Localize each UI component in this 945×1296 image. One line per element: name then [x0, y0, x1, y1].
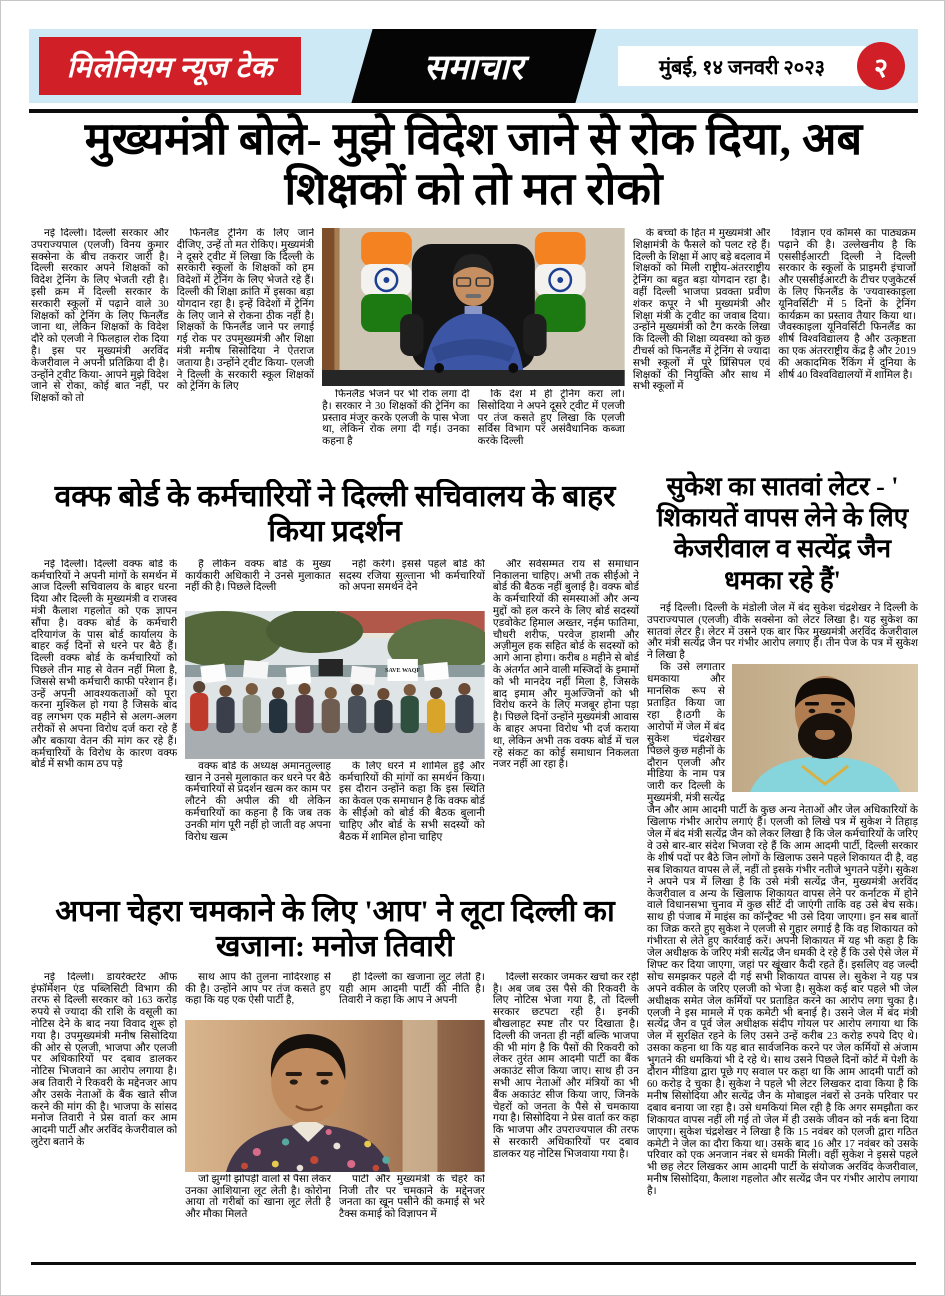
article1-col3-text: फिनलैंड भेजने पर भी रोक लगा दी है। सरकार ने 30 शिक्षकों की ट्रेनिंग का प्रस्ताव मंजूर करके एलजी के पास भेजा था, लेकिन रोक लगा दी गई। उनका कहना है: [322, 389, 470, 448]
article2-center-block: [185, 559, 485, 865]
article4-center-block: [185, 972, 485, 1248]
article1-col2-text: फिनलैंड ट्रेनिंग के लिए जाने दीजिए, उन्हें तो मत रोकिए। मुख्यमंत्री ने दूसरे ट्वीट में लिखा कि दिल्ली के सरकारी स्कूलों के शिक्षकों को हम विदेशों में ट्रेनिंग के लिए भेजते रहे हैं। दिल्ली की शिक्षा क्रांति में इसका बड़ा योगदान रहा है। इन्हें विदेशों में ट्रेनिंग के लिए जाने से रोकना ठीक नहीं है। शिक्षकों के फिनलैंड जाने पर लगाई गई रोक पर उपमुख्यमंत्री और शिक्षा मंत्री मनीष सिसोदिया ने ऐतराज जताया है। उन्होंने ट्वीट किया- एलजी ने दिल्ली के सरकारी स्कूल शिक्षकों को ट्रेनिंग के लिए: [176, 228, 315, 393]
article4-body: [31, 972, 639, 1248]
article4-column-2-bottom: [185, 1174, 331, 1248]
section-banner-label: समाचार: [424, 47, 524, 87]
article4-column-3-top: [339, 972, 485, 1018]
article2-column-2-bottom: [185, 761, 331, 865]
article4-under-photo: [185, 1174, 485, 1248]
article2-column-1: [31, 559, 177, 865]
masthead: [29, 29, 918, 103]
article4-col4-text: दिल्ली सरकार जमकर खर्चा कर रही है। अब जब उस पैसे की रिकवरी के लिए नोटिस भेजा गया है, तो दिल्ली सरकार छटपटा रही है। इनकी बौखलाहट स्पष्ट तौर पर दिखाता है। दिल्ली की जनता ही नहीं बल्कि भाजपा की भी मांग है कि पैसों की रिकवरी को लेकर तुरंत आम आदमी पार्टी का बैंक अकाउंट सीज किया जाए। साथ ही उन सभी आप नेताओं और मंत्रियों का भी बैंक अकाउंट सीज किया जाए, जिनके चेहरों को जनता के पैसे से चमकाया गया है। सिसोदिया ने प्रेस वार्ता कर कहा कि भाजपा और उपराज्यपाल की तरफ से सरकारी अधिकारियों पर दबाव डालकर यह नोटिस भिजवाया गया है।: [492, 971, 639, 1160]
article2-column-2-top: [185, 559, 331, 609]
kejriwal-press-photo: [322, 228, 625, 386]
article1-col6-text: विज्ञान एवं कॉमर्स का पाठ्यक्रम पढ़ाने की है। उल्लेखनीय है कि एससीईआरटी दिल्ली ने दिल्ली सरकार के स्कूलों के प्राइमरी इंचार्जों और एससीईआरटी के टीचर एजुकेटर्स के लिए फिनलैंड के 'ज्यवास्काइला यूनिवर्सिटी' में 5 दिनों के ट्रेनिंग कार्यक्रम का प्रस्ताव तैयार किया था। जैवस्काइला यूनिवर्सिटी फिनलैंड का शीर्ष विश्वविद्यालय है और उत्कृष्टता का एक अंतरराष्ट्रीय केंद्र है और 2019 की अकादमिक रैंकिंग में दुनिया के शीर्ष 40 विश्वविद्यालयों में शामिल है।: [778, 228, 916, 381]
placard-text: SAVE WAQF: [385, 667, 421, 674]
article4-above-photo: [185, 972, 485, 1018]
article2-under-photo: [185, 761, 485, 865]
article2-body: [31, 559, 639, 865]
article2-col3top-text: नहीं करेंगे। इससे पहले बोर्ड की सदस्य रजिया सुल्ताना भी कर्मचारियों को अपना समर्थन देने: [339, 558, 485, 594]
article1-column-3: [322, 389, 469, 476]
article1-headline: मुख्यमंत्री बोले- मुझे विदेश जाने से रोक दिया, अब शिक्षकों को तो मत रोको: [84, 114, 863, 214]
article1-column-5: [633, 228, 771, 476]
article4-column-4: [493, 972, 639, 1248]
article3: [647, 471, 918, 1259]
article4: [31, 894, 639, 1259]
article2-col1-text: नई दिल्ली। दिल्ली वक्फ बोर्ड के कर्मचारियों ने अपनी मांगों के समर्थन में आज दिल्ली सचिवालय के बाहर धरना दिया और दिल्ली के मुख्यमंत्री व राजस्व मंत्री कैलाश गहलोत को एक ज्ञापन सौंपा है। वक्फ बोर्ड के कर्मचारी दरियागंज के पास बोर्ड कार्यालय के बाहर कई दिनों से धरने पर बैठे हैं। दिल्ली वक्फ बोर्ड के कर्मचारियों को पिछले तीन माह से वेतन नहीं मिला है, जिससे सभी कर्मचारी काफी परेशान हैं। उन्हें अपनी आवश्यकताओं को पूरा करना मुश्किल हो गया है जिसके बाद वह लगभग एक महीने से अलग-अलग तरीकों से अपना विरोध दर्ज करा रहे हैं और बकाया वेतन की मांग कर रहे हैं। कर्मचारियों के विरोध के कारण वक्फ बोर्ड में सभी काम ठप पड़े: [31, 558, 178, 771]
article2-column-4: [493, 559, 639, 865]
article2-above-photo: [185, 559, 485, 609]
sukesh-portrait-photo: [732, 664, 918, 792]
article1-col4-text: कि देश में ही ट्रेनिंग करा लो। सिसोदिया ने अपने दूसरे ट्वीट में एलजी पर तंज कसते हुए लिखा कि एलजी सर्विस विभाग पर असंवैधानिक कब्जा करके दिल्ली: [477, 389, 625, 448]
city-date: मुंबई, १४ जनवरी २०२३: [618, 46, 866, 86]
article4-col1-text: नई दिल्ली। डायरेक्टरेट ऑफ इंफॉर्मेशन एंड पब्लिसिटी विभाग की तरफ से दिल्ली सरकार को 163 करोड़ रुपये से ज्यादा की राशि के वसूली का नोटिस देने के बाद नया विवाद शुरू हो गया है। उपमुख्यमंत्री मनीष सिसोदिया की ओर से एलजी, भाजपा और एलजी पर अधिकारियों पर दबाव डालकर नोटिस भिजवाने का आरोप लगाया है। अब तिवारी ने रिकवरी के मद्देनजर आप और उसके नेताओं के बैंक खाते सीज करने की मांग की है। भाजपा के सांसद मनोज तिवारी ने प्रेस वार्ता कर आम आदमी पार्टी और अरविंद केजरीवाल को लुटेरा बताने के: [31, 971, 178, 1148]
page-number-badge: २: [857, 42, 905, 90]
article4-col2top-text: साथ आप की तुलना नादिरशाह से की है। उन्होंने आप पर तंज कसते हुए कहा कि यह एक ऐसी पार्टी है,: [185, 971, 331, 1007]
article2-col4-text: और सर्वसम्मत राय से समाधान निकालना चाहिए। अभी तक सीईओ ने बोर्ड की बैठक नहीं बुलाई है। वक्फ बोर्ड के कर्मचारियों की समस्याओं और अन्य मुद्दों को हल करने के लिए बोर्ड सदस्यों एडवोकेट हिमाल अख्तर, नईम फातिमा, चौधरी शरीफ, परवेज हाशमी और अज़ीमुल हक सहित बोर्ड के सदस्यों को आगे आना होगा। करीब 8 महीने से बोर्ड के अंतर्गत आने वाली मस्जिदों के इमामों को भी मानदेय नहीं मिला है, जिसके बाद इमाम और मुअज्जिनों को भी विरोध करने के लिए मजबूर होना पड़ा है। पिछले दिनों उन्होंने मुख्यमंत्री आवास के बाहर अपना विरोध भी दर्ज कराया था, लेकिन अभी तक वक्फ बोर्ड में चल रहे संकट का कोई समाधान निकलता नजर नहीं आ रहा है।: [492, 558, 639, 771]
article2-col3bot-text: के लिए धरने में शामिल हुईं और कर्मचारियों की मांगों का समर्थन किया।इस दौरान उन्होंने कहा कि इस स्थिति का केवल एक समाधान है कि वक्फ बोर्ड के सीईओ को बोर्ड की बैठक बुलानी चाहिए और बोर्ड के सभी सदस्यों को बैठक में शामिल होना चाहिए: [339, 760, 485, 843]
article3-headline: सुकेश का सातवां लेटर - ' शिकायतें वापस लेने के लिए केजरीवाल व सत्येंद्र जैन धमका रहे हैं': [656, 472, 909, 595]
article2-col2top-text: हैं लेकिन वक्फ बोर्ड के मुख्य कार्यकारी अधिकारी ने उनसे मुलाकात नहीं की है। पिछले दिल्ली: [185, 558, 331, 594]
article1-under-photo: [322, 389, 625, 476]
article1-col1-text: नई दिल्ली। दिल्ली सरकार और उपराज्यपाल (एलजी) विनय कुमार सक्सेना के बीच तकरार जारी है। दिल्ली सरकार अपने शिक्षकों को विदेश ट्रेनिंग के लिए भेजती रही है। इसी क्रम में दिल्ली सरकार के सरकारी स्कूलों में पढ़ाने वाले 30 शिक्षकों को ट्रेनिंग के लिए फिनलैंड जाना था, लेकिन शिक्षकों के विदेश दौरे को एलजी ने फिलहाल रोक दिया है। इस पर मुख्यमंत्री अरविंद केजरीवाल ने अपनी प्रतिक्रिया दी है। उन्होंने ट्वीट किया- आपने मुझे विदेश जाने से रोका, कोई बात नहीं, पर शिक्षकों को तो: [31, 228, 169, 405]
article4-headline: अपना चेहरा चमकाने के लिए 'आप' ने लूटा दिल्ली का खजाना: मनोज तिवारी: [55, 895, 615, 964]
article2-col2bot-text: वक्फ बोर्ड के अध्यक्ष अमानतुल्लाह खान ने उनसे मुलाकात कर धरने पर बैठे कर्मचारियों से प्रदर्शन खत्म कर काम पर लौटने की अपील की थी लेकिन कर्मचारियों का कहना है कि जब तक उनकी मांग पूरी नहीं हो जाती वह अपना विरोध खत्म: [185, 760, 331, 843]
manoj-tiwari-photo: [185, 1020, 485, 1172]
article2-headline: वक्फ बोर्ड के कर्मचारियों ने दिल्ली सचिवालय के बाहर किया प्रदर्शन: [54, 480, 616, 549]
article4-column-1: [31, 972, 177, 1248]
article3-body: कि उसे लगातार धमकाया और मानसिक रूप से प्रताड़ित किया जा रहा है।ठगी के आरोपों में जेल में बंद सुकेश चंद्रशेखर पिछले कुछ महीनों के दौरान एलजी और मीडिया के नाम पत्र जारी कर दिल्ली के मुख्यमंत्री, मंत्री सत्येंद्र जैन और आम आदमी पार्टी के कुछ अन्य नेताओं और जेल अधिकारियों के खिलाफ गंभीर आरोप लगाएं हैं। एलजी को लिखे पत्र में सुकेश ने तिहाड़ जेल में बंद मंत्री सत्येंद्र जैन को लेकर लिखा है कि जेल कर्मचारियों के जरिए वे उसे बार-बार संदेश भिजवा रहे हैं कि आम आदमी पार्टी, दिल्ली सरकार के शीर्ष पदों पर बैठे जिन लोगों के खिलाफ उसने पहले शिकायत दी है, वह सब शिकायत वापस ले लें, नहीं तो इसके गंभीर नतीजे भुगतने पड़ेंगे। सुकेश ने अपने पत्र में लिखा है कि उसे मंत्री सत्येंद्र जैन, मुख्यमंत्री अरविंद केजरीवाल व अन्य के खिलाफ शिकायत वापस लेने पर कर्नाटक में होने वाले विधानसभा चुनाव में कुछ सीटें दी जाएंगी ताकि वह उसे बेच सके। साथ ही पंजाब में माइंस का कॉन्ट्रैक्ट भी उसे दिया जाएगा। इन सब बातों का जिक्र करते हुए सुकेश ने एलजी से गुहार लगाई है कि वह शिकायत को गंभीरता से लेते हुए कार्रवाई करें। अपनी शिकायत में यह भी कहा है कि जेल अधीक्षक के जरिए मंत्री सत्येंद्र जैन धमकी दे रहे हैं कि उसे ऐसे जेल में शिफ्ट कर दिया जाएगा, जहां पर खूंखार कैदी रहते हैं। इसलिए वह जल्दी सोच समझकर पहले दी गई सभी शिकायत वापस ले। सुकेश ने यह पत्र अपने वकील के जरिए एलजी को भेजा है। सुकेश कई बार पहले भी जेल अधीक्षक समेत जेल कर्मियों पर प्रताड़ित करने का आरोप लगा चुका है।एलजी ने इस मामले में एक कमेटी भी बनाई है। उसने जेल में बंद मंत्री सत्येंद्र जैन व पूर्व जेल अधीक्षक संदीप गोयल पर आरोप लगाया था कि जेल में सुरक्षित रहने के लिए उसने उन्हें करीब 23 करोड़ रुपये दिए थे। उसका कहना था कि यह बात सार्वजनिक करने पर जेल कर्मियों से अंजाम भुगतने की धमकियां भी दे रहे थे। साथ उसने पिछले दिनों कोर्ट में पेशी के दौरान मीडिया द्वारा पूछे गए सवाल पर कहा था कि आम आदमी पार्टी को 60 करोड़ दे चुका है। सुकेश ने पहले भी लेटर लिखकर दावा किया है कि मनीष सिसोदिया और सत्येंद्र जैन के मोबाइल नंबरों से उनके परिवार पर दबाव बनाया जा रहा है। उसे धमकियां मिल रही है कि अगर समझौता कर शिकायत वापस नहीं ली गई तो जेल में ही उसके जीवन को नर्क बना दिया जाएगा। सुकेश चंद्रशेखर ने लिखा है कि 15 नवंबर को एलजी द्वारा गठित कमेटी ने जेल का दौरा किया था। उसके बाद 16 और 17 नवंबर को उसके परिवार को एक अनजान नंबर से धमकी मिली। वहीं सुकेश ने इससे पहले भी छह लेटर लिखकर आम आदमी पार्टी के संयोजक अरविंद केजरीवाल, मनीष सिसोदिया, कैलाश गहलोत और सत्येंद्र जैन पर गंभीर आरोप लगाया है।: [647, 662, 918, 1198]
article4-col3top-text: ही दिल्ली का खजाना लूट लेती है। यही आम आदमी पार्टी की नीति है। तिवारी ने कहा कि आप ने अपनी: [339, 971, 485, 1007]
article2-column-3-bottom: [339, 761, 485, 865]
article4-col3bot-text: पार्टी और मुख्यमंत्री के चेहरे को निजी तौर पर चमकाने के मद्देनजर जनता का खून पसीने की कमाई से भरे टैक्स कमाई को विज्ञापन में: [339, 1173, 485, 1221]
article1-center-block: [322, 228, 625, 476]
article1-column-1: [31, 228, 169, 476]
article3-text: [647, 603, 918, 1198]
article1-col5-text: के बच्चों के हित में मुख्यमंत्री और शिक्षामंत्री के फैसले को पलट रहे हैं। दिल्ली के शिक्षा में आए बड़े बदलाव में शिक्षकों को मिली राष्ट्रीय-अंतरराष्ट्रीय ट्रेनिंग का बहुत बड़ा योगदान रहा है। वहीं दिल्ली भाजपा प्रवक्ता प्रवीण शंकर कपूर ने भी मुख्यमंत्री और शिक्षा मंत्री के ट्वीट का जवाब दिया। उन्होंने मुख्यमंत्री को टैग करके लिखा कि दिल्ली की शिक्षा व्यवस्था को कुछ टीचर्स को फिनलैंड में ट्रेनिंग से ज्यादा सभी स्कूलों में पूरे प्रिंसिपल एवं शिक्षकों की नियुक्ति और साथ में सभी स्कूलों में: [632, 228, 771, 393]
article1-body: [31, 228, 916, 476]
article1-column-2: [177, 228, 315, 476]
article1-column-4: [478, 389, 625, 476]
page-bottom-rule: [31, 1262, 916, 1265]
waqf-protest-photo: [185, 611, 485, 759]
article4-col2bot-text: जो झुग्गी झोपड़ी वालों से पैसा लेकर उनका आशियाना लूट लेती है। कोरोना आया तो गरीबों का खाना लूट लेती है और मौका मिलते: [185, 1173, 331, 1221]
article4-column-2-top: [185, 972, 331, 1018]
article4-column-3-bottom: [339, 1174, 485, 1248]
article3-intro: नई दिल्ली। दिल्ली के मंडोली जेल में बंद सुकेश चंद्रशेखर ने दिल्ली के उपराज्यपाल (एलजी) वीके सक्सेना को लेटर लिखा है। यह सुकेश का सातवां लेटर है। लेटर में उसने एक बार फिर मुख्यमंत्री अरविंद केजरीवाल और मंत्री सत्येंद्र जैन पर गंभीर आरोप लगाए हैं। तीन पेज के पत्र में सुकेश ने लिखा है: [647, 602, 918, 662]
article2: [31, 479, 639, 891]
article1-column-6: [778, 228, 916, 476]
masthead-rule: [29, 109, 918, 113]
section-banner: [351, 29, 596, 103]
article2-column-3-top: [339, 559, 485, 609]
masthead-brand: मिलेनियम न्यूज टेक: [39, 37, 301, 95]
